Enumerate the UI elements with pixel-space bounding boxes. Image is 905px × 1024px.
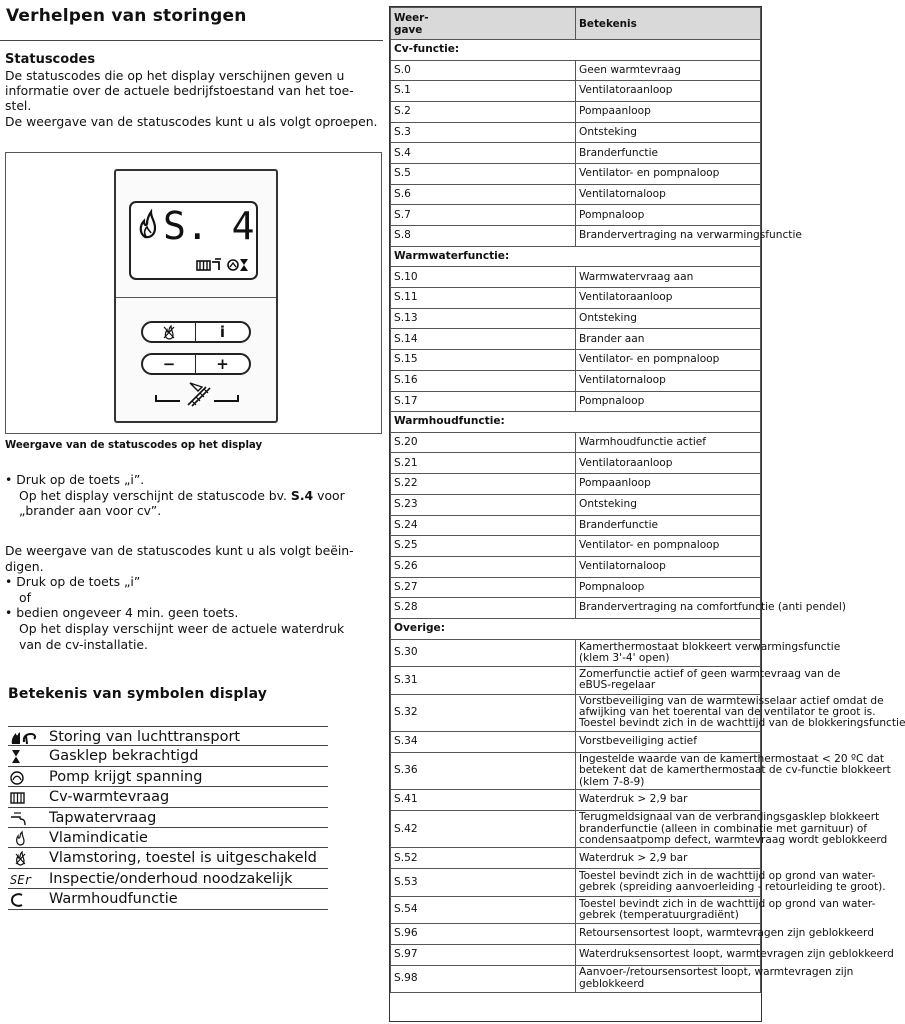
status-code-table [389,6,905,1022]
table-row [391,122,761,143]
step-line: • Druk op de toets „i”. [5,472,145,487]
status-code-cell: S.98 [391,965,576,993]
table-row [391,694,761,732]
symbol-label: Gasklep bekrachtigd [49,748,199,765]
pump-icon [228,260,238,270]
symbol-label: Warmhoudfunctie [49,891,178,908]
meaning-line: Ventilator- en pompnaloop [579,353,720,366]
status-code-cell: S.13 [391,308,576,329]
status-code-cell: S.10 [391,267,576,288]
status-code-cell: S.5 [391,164,576,185]
status-code-cell: S.6 [391,184,576,205]
meaning-cell [576,164,761,185]
symbol-label: Inspectie/onderhoud noodzakelijk [49,870,293,887]
meaning-line: Vorstbeveiliging van de warmtewisselaar actief omdat de [579,694,884,707]
meaning-line: (klem 7-8-9) [579,775,645,788]
flame-fan-icon [10,730,48,745]
meaning-cell [576,226,802,247]
meaning-line: Kamerthermostaat blokkeert verwarmingsfunctie [579,640,841,653]
meaning-line: Ontsteking [579,311,637,324]
reset-button[interactable] [143,323,196,341]
status-code-readout [137,204,255,248]
table-section-row [391,246,761,267]
list-item [8,828,328,848]
meaning-line: Ventilatornaloop [579,560,666,573]
list-item [8,746,328,766]
table-row [391,60,761,81]
meaning-cell [576,474,761,495]
symbol-legend [8,726,328,910]
info-button[interactable]: i [219,322,226,341]
list-item [8,889,328,909]
section-heading: Overige: [391,618,761,639]
table-header-row [391,8,761,40]
meaning-cell [576,101,761,122]
meaning-cell [576,81,761,102]
meaning-line: Ontsteking [579,125,637,138]
radiator-icon [10,790,48,805]
symbol-label: Tapwatervraag [49,809,157,826]
symbol-label: Storing van luchttransport [49,729,241,745]
step-line: digen. [5,558,44,574]
table-row [391,288,761,309]
table-row [391,432,761,453]
table-row [391,598,761,619]
meaning-cell [576,453,761,474]
meaning-cell [576,205,761,226]
meaning-line: Aanvoer-/retoursensortest loopt, warmtevragen zijn [579,966,854,979]
table-row [391,453,761,474]
status-code-cell: S.31 [391,667,576,695]
meaning-cell [576,184,761,205]
status-code-cell: S.41 [391,790,576,811]
list-item [8,787,328,807]
intro-line: De statuscodes die op het display verschijnen geven u [5,68,345,83]
status-code-cell: S.54 [391,896,576,924]
symbol-label: Cv-warmtevraag [49,789,170,806]
status-code-cell: S.27 [391,577,576,598]
step-line: „brander aan voor cv”. [19,503,162,519]
meaning-cell [576,350,761,371]
meaning-line: Ventilatornaloop [579,187,666,200]
meaning-cell [576,924,874,945]
table-row [391,350,761,371]
status-code-text: S. 4 [163,204,255,248]
meaning-line: betekent dat de kamerthermostaat de cv-functie blokkeert [579,764,891,777]
step-line: Op het display verschijnt de statuscode bv. S.4 voor [19,487,345,503]
status-code-cell: S.22 [391,474,576,495]
list-item [8,726,328,746]
meaning-cell [576,848,761,869]
meaning-cell [576,694,905,732]
table-row [391,515,761,536]
status-code-cell: S.20 [391,432,576,453]
meaning-cell [576,60,761,81]
intro-line: stel. [5,98,32,114]
steps-close [5,543,381,652]
step-line: of [19,589,31,605]
status-code-cell: S.34 [391,732,576,753]
table-row [391,577,761,598]
meaning-line: gebrek (spreiding aanvoerleiding - retourleiding te groot). [579,881,886,894]
meaning-line: Pompaanloop [579,477,651,490]
status-code-cell: S.11 [391,288,576,309]
meaning-line: Brandervertraging na verwarmingsfunctie [579,229,802,242]
status-code-cell: S.28 [391,598,576,619]
meaning-line: Ontsteking [579,498,637,511]
status-code-cell: S.4 [391,143,576,164]
table-row [391,164,761,185]
table-row [391,896,761,924]
meaning-line: branderfunctie (alleen in combinatie met garnituur) of [579,822,868,835]
status-code-cell: S.97 [391,944,576,965]
table-row [391,944,761,965]
table-row [391,752,761,790]
section-title: Statuscodes [5,52,96,67]
meaning-cell [576,329,761,350]
table-row [391,474,761,495]
figure-caption: Weergave van de statuscodes op het display [5,440,263,451]
hourglass-icon [240,259,248,271]
column-header-code: Weer- gave [391,8,576,40]
meaning-cell [576,869,886,897]
table-row [391,810,761,848]
meaning-cell [576,556,761,577]
meaning-cell [576,598,847,619]
meaning-line: Vorstbeveiliging actief [579,735,697,748]
table-row [391,494,761,515]
table-row [391,205,761,226]
meaning-line: Warmwatervraag aan [579,270,694,283]
status-code-cell: S.17 [391,391,576,412]
table-row [391,667,761,695]
status-code-cell: S.8 [391,226,576,247]
table-row [391,226,761,247]
table-row [391,370,761,391]
status-code-cell: S.24 [391,515,576,536]
status-code-cell: S.36 [391,752,576,790]
meaning-cell [576,790,761,811]
table-row [391,639,761,667]
minus-button[interactable]: − [143,355,196,373]
meaning-line: Pompnaloop [579,394,645,407]
table-row [391,848,761,869]
status-code-cell: S.42 [391,810,576,848]
meaning-line: Ventilator- en pompnaloop [579,539,720,552]
column-header-meaning: Betekenis [576,8,761,40]
status-code-cell: S.3 [391,122,576,143]
meaning-cell [576,267,761,288]
status-code-cell: S.1 [391,81,576,102]
meaning-cell [576,667,841,695]
status-code-cell: S.0 [391,60,576,81]
keep-warm-icon [10,892,48,907]
meaning-line: Pompnaloop [579,580,645,593]
status-code-cell: S.23 [391,494,576,515]
section-heading: Cv-functie: [391,40,761,61]
meaning-cell [576,810,888,848]
table-row [391,391,761,412]
table-row [391,143,761,164]
table-row [391,101,761,122]
status-code-cell: S.52 [391,848,576,869]
meaning-cell [576,308,761,329]
meaning-cell [576,732,761,753]
intro-paragraph [5,68,381,129]
symbol-label: Pomp krijgt spanning [49,768,203,785]
status-code-cell: S.25 [391,536,576,557]
meaning-cell [576,577,761,598]
status-code-cell: S.21 [391,453,576,474]
list-item [8,848,328,868]
meaning-line: gebrek (temperatuurgradiënt) [579,908,739,921]
table-row [391,924,761,945]
page-title: Verhelpen van storingen [6,6,247,26]
meaning-cell [576,391,761,412]
meaning-cell [576,965,854,993]
meaning-line: Pompnaloop [579,208,645,221]
meaning-line: Zomerfunctie actief of geen warmtevraag van de [579,668,841,681]
table-row [391,732,761,753]
meaning-line: Ventilatoraanloop [579,84,673,97]
table-row [391,329,761,350]
meaning-line: geblokkeerd [579,977,645,990]
tap-icon [10,811,48,826]
meaning-cell [576,536,761,557]
status-code-cell: S.16 [391,370,576,391]
radiator-icon [197,261,210,270]
table-row [391,536,761,557]
meaning-line: Toestel bevindt zich in de wachttijd op grond van water- [579,870,876,883]
meaning-cell [576,370,761,391]
service-tool-icon [154,381,240,407]
meaning-line: Ventilatoraanloop [579,291,673,304]
symbols-title: Betekenis van symbolen display [8,686,268,702]
status-code-cell: S.53 [391,869,576,897]
meaning-line: Terugmeldsignaal van de verbrandingsgasklep blokkeert [579,811,880,824]
meaning-cell [576,752,891,790]
step-line: • bedien ongeveer 4 min. geen toets. [5,605,239,621]
meaning-line: Branderfunctie [579,518,659,531]
step-line: Op het display verschijnt weer de actuele waterdruk [19,620,345,636]
section-heading: Warmhoudfunctie: [391,412,761,433]
table-section-row [391,412,761,433]
left-column [0,0,383,1024]
meaning-cell [576,639,841,667]
meaning-line: condensaatpomp defect, warmtevraag wordt geblokkeerd [579,833,888,846]
section-heading: Warmwaterfunctie: [391,246,761,267]
display-figure [5,152,382,434]
meaning-cell [576,288,761,309]
table-row [391,184,761,205]
flame-icon [10,831,48,846]
status-code-cell: S.14 [391,329,576,350]
flame-fault-icon [10,851,48,866]
status-code-cell: S.15 [391,350,576,371]
intro-line: De weergave van de statuscodes kunt u als volgt oproepen. [5,113,378,129]
list-item [8,808,328,828]
hourglass-icon [10,749,48,764]
table-section-row [391,40,761,61]
meaning-cell [576,122,761,143]
step-line: De weergave van de statuscodes kunt u als volgt beëin- [5,543,354,558]
pump-icon [10,770,48,785]
meaning-line: Waterdruk > 2,9 bar [579,851,688,864]
lcd-display [129,201,258,280]
title-divider [0,40,383,41]
meaning-line: eBUS-regelaar [579,679,656,692]
meaning-line: Toestel bevindt zich in de wachttijd van de blokkeringsfunctie [579,717,905,730]
meaning-cell [576,143,761,164]
status-code-cell: S.26 [391,556,576,577]
step-line: van de cv-installatie. [19,636,148,652]
panel-divider [116,297,276,298]
meaning-line: Pompaanloop [579,105,651,118]
meaning-line: Branderfunctie [579,146,659,159]
meaning-line: afwijking van het toerental van de ventilator te groot is. [579,706,876,719]
meaning-line: (klem 3'-4' open) [579,651,670,664]
lcd-symbols [195,255,255,273]
status-code-cell: S.2 [391,101,576,122]
list-item [8,869,328,889]
svg-text:SEr: SEr [10,872,32,887]
flame-fault-icon [162,325,176,340]
meaning-line: Waterdruk > 2,9 bar [579,793,688,806]
table-row [391,556,761,577]
table-row [391,81,761,102]
table-row [391,869,761,897]
meaning-line: Geen warmtevraag [579,63,681,76]
meaning-line: Waterdruksensortest loopt, warmtevragen zijn geblokkeerd [579,948,894,960]
intro-line: informatie over de actuele bedrijfstoestand van het toe- [5,83,354,99]
meaning-line: Ventilatoraanloop [579,456,673,469]
tap-icon [212,259,221,270]
plus-button[interactable]: + [216,354,229,373]
meaning-line: Brander aan [579,332,645,345]
table-section-row [391,618,761,639]
service-icon [10,872,48,887]
meaning-cell [576,494,761,515]
meaning-line: Ventilator- en pompnaloop [579,167,720,180]
meaning-cell [576,896,876,924]
meaning-line: Warmhoudfunctie actief [579,435,707,448]
meaning-line: Brandervertraging na comfortfunctie (anti pendel) [579,601,847,614]
meaning-cell [576,515,761,536]
step-line: • Druk op de toets „i” [5,574,141,590]
status-code-cell: S.30 [391,639,576,667]
table-row [391,308,761,329]
table-row [391,267,761,288]
control-panel [114,169,278,423]
status-code-cell: S.32 [391,694,576,732]
meaning-line: Toestel bevindt zich in de wachttijd op grond van water- [579,897,876,910]
list-item [8,767,328,787]
status-code-cell: S.7 [391,205,576,226]
meaning-cell [576,944,894,965]
status-code-cell: S.96 [391,924,576,945]
meaning-cell [576,432,761,453]
steps-open [5,472,381,519]
meaning-line: Ingestelde waarde van de kamerthermostaat < 20 ºC dat [579,753,885,766]
symbol-label: Vlamstoring, toestel is uitgeschakeld [49,850,317,867]
meaning-line: Ventilatornaloop [579,374,666,386]
table-row [391,965,761,993]
button-row-1 [141,321,251,343]
table-row [391,790,761,811]
meaning-line: Retoursensortest loopt, warmtevragen zijn geblokkeerd [579,927,874,940]
symbol-label: Vlamindicatie [49,829,148,846]
button-row-2 [141,353,251,375]
